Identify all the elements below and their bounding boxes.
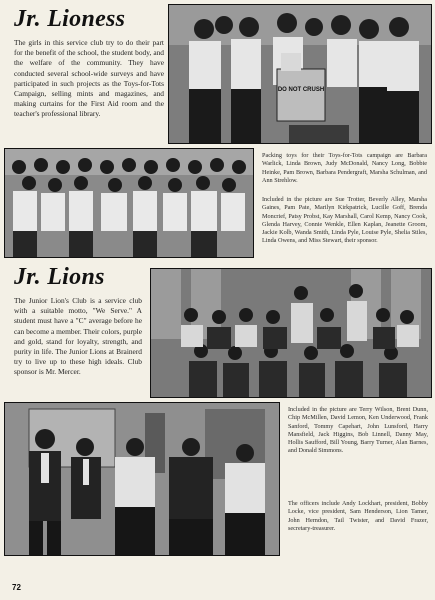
lioness-body: The girls in this service club try to do their part for the benefit of the school, the student body, and the welfare of the community. They have conducted several school-wide surveys and have participated in such projects as the Toys-for-Tots Campaign, selling mints and magazines, and making curtains for the First Aid room and the teacher's professional library. <box>14 38 164 119</box>
lions-title: Jr. Lions <box>14 264 105 290</box>
lions-officers-photo <box>4 402 280 556</box>
lioness-toys-photo <box>168 4 432 144</box>
lioness-group-photo <box>4 148 254 258</box>
lioness-group-caption: Included in the picture are Sue Trotter, Beverly Alley, Marsha Gaines, Pam Pate, Marilyn Kirkpatrick, Lucille Goff, Brenda Moncrief, Patsy Probst, Kay Marshall, Carol Kemp, Nancy Cook, Glenda Harvey, Connie Wenkle, Ellen Kaplan, Jeanette Groom, Jackie Kolb, Wanda Smith, Linda Pyle, Louise Pyle, Shelia Stiles, Linda Owens, and Miss Stewart, their sponsor. <box>262 196 427 245</box>
lions-officers-caption: The officers include Andy Lockhart, president, Bobby Locke, vice president, Sam Henderson, Lion Tamer, John Herndon, Tail Twister, and David Frazer, secretary-treasurer. <box>288 500 428 532</box>
lions-group-photo <box>150 268 432 398</box>
box-label: DO NOT CRUSH <box>277 87 325 93</box>
lioness-toys-caption: Packing toys for their Toys-for-Tots campaign are Barbara Warlick, Linda Brown, Judy McDonald, Nancy Long, Bobbie Heinke, Pam Brown, Barbara Pendergraft, Marsha Schulman, and Ann Strehlow. <box>262 152 427 184</box>
lions-body: The Junior Lion's Club is a service club with a suitable motto, "We Serve." A student must have a "C" average before he can become a member. Their colors, purple and gold, stand for loyalty, strength, and purity in life. The Junior Lions at Brainerd try to live up to these high ideals. Club sponsor is Mr. Mercer. <box>14 296 142 377</box>
lions-group-caption: Included in the picture are Terry Wilson, Brent Dunn, Chip McMillen, David Lemon, Ken Underwood, Frank Sanford, Tommy Capehart, John Lunsford, Harry Mansfield, Jack Higgins, Bob Linnell, Danny May, Hollis Saufford, Bill Young, Barry Turner, Alan Barnes, and Donald Simmons. <box>288 406 428 455</box>
lioness-title: Jr. Lioness <box>14 6 126 32</box>
page-number: 72 <box>12 583 21 592</box>
